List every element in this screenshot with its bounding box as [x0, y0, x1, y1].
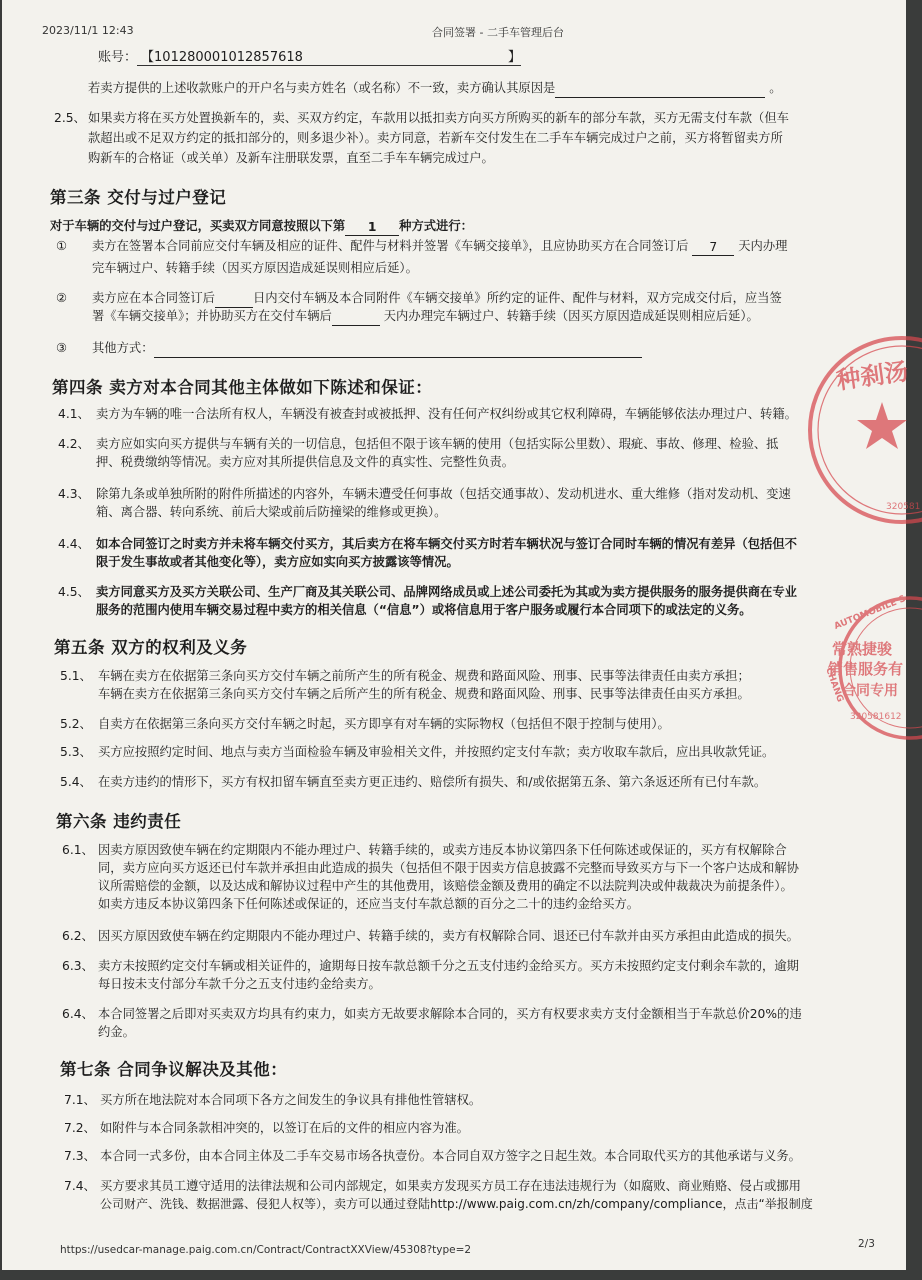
mismatch-line: 若卖方提供的上述收款账户的开户名与卖方姓名（或名称）不一致，卖方确认其原因是 。: [88, 78, 782, 98]
page-number: 2/3: [858, 1238, 875, 1250]
transfer-days: 7: [692, 239, 734, 256]
account-line: [98, 46, 521, 66]
account-number: 101280001012857618: [154, 50, 303, 65]
article4-heading: 第四条 卖方对本合同其他主体做如下陈述和保证：: [52, 378, 433, 397]
transfer-days-blank: [332, 325, 380, 326]
article6-heading: 第六条 违约责任: [56, 812, 182, 831]
method-number: 1: [345, 219, 399, 236]
contract-seal: AUTOMOBILE S CHANG 常熟捷骏 销售服务有 合同专用 320581612: [820, 596, 910, 746]
mismatch-reason-blank: [555, 97, 765, 98]
art3-intro: 对于车辆的交付与过户登记，买卖双方同意按照以下第 1 种方式进行：: [50, 219, 473, 234]
article7-heading: 第七条 合同争议解决及其他：: [60, 1060, 288, 1079]
page-url: https://usedcar-manage.paig.com.cn/Contract/ContractXXView/45308?type=2: [60, 1244, 472, 1256]
company-seal-top: 种刹汤 320581: [802, 330, 922, 530]
contract-page: 2023/11/1 12:43 合同签署 - 二手车管理后台 账号： 【101280001012857618 】 若卖方提供的上述收款账户的开户名与卖方姓名（或名称）不一致，卖方确认其原因是 。 2.5、 如果卖方将在买方处置换新车的，卖、买双方约定，车款用以抵扣卖方向买方所购买的新车的部分车款，买方无需支付车款（但车 款超出或不足双方约定的抵扣部分的，则多退少补）。卖方同意，若新车交付发生在二手车车辆完成过户之前，买方将暂留卖方所 购新车的合格证（或关单）及新车注册联发票，直至二手车车辆完成过户。 第三条 交付与过户登记 对于车辆的交付与过户登记，买卖双方同意按照以下第 1 种方式进行： ① 卖方在签署本合同前应交付车辆及相应的证件、配件与材料并签署《车辆交接单》，且应协助买方在合同签订后 7 天内办理 完车辆过户、转籍手续（因买方原因造成延误则相应后延）。 ② 卖方应在本合同签订后 日内交付车辆及本合同附件《车辆交接单》所约定的证件、配件与材料，双方完成交付后，应当签 署《车辆交接单》；并协助买方在交付车辆后 天内办理完车辆过户、转籍手续（因买方原因造成延误则相应后延）。 ③ 其他方式： 第四条 卖方对本合同其他主体做如下陈述和保证： 4.1、 卖方为车辆的唯一合法所有权人，车辆没有被查封或被抵押、没有任何产权纠纷或其它权利障碍，车辆能够依法办理过户、转籍。 4.2、 卖方应如实向买方提供与车辆有关的一切信息，包括但不限于该车辆的使用（包括实际公里数）、瑕疵、事故、修理、检验、抵 押、税费缴纳等情况。卖方应对其所提供信息及文件的真实性、完整性负责。 4.3、 除第九条或单独所附的附件所描述的内容外，车辆未遭受任何事故（包括交通事故）、发动机进水、重大维修（指对发动机、变速 箱、离合器、转向系统、前后大梁或前后防撞梁的维修或更换）。 4.4、 如本合同签订之时卖方并未将车辆交付买方，其后卖方在将车辆交付买方时若车辆状况与签订合同时车辆的情况有差异（包括但不 限于发生事故或者其他变化等），卖方应如实向买方披露该等情况。 4.5、 卖方同意买方及买方关联公司、生产厂商及其关联公司、品牌网络成员或上述公司委托为其或为卖方提供服务的服务提供商在专业 服务的范围内使用车辆交易过程中卖方的相关信息（“信息”）或将信息用于客户服务或履行本合同项下的或法定的义务。 第五条 双方的权利及义务 5.1、 车辆在卖方在依据第三条向买方交付车辆之前所产生的所有税金、规费和路面风险、刑事、民事等法律责任由卖方承担； 车辆在卖方在依据第三条向买方交付车辆之后所产生的所有税金、规费和路面风险、刑事、民事等法律责任由买方承担。 5.2、 自卖方在依据第三条向买方交付车辆之时起，买方即享有对车辆的实际物权（包括但不限于控制与使用）。 5.3、 买方应按照约定时间、地点与卖方当面检验车辆及审验相关文件，并按照约定支付车款；卖方收取车款后，应出具收款凭证。 5.4、 在卖方违约的情形下，买方有权扣留车辆直至卖方更正违约、赔偿所有损失、和/或依据第五条、第六条返还所有已付车款。 第六条 违约责任 6.1、 因卖方原因致使车辆在约定期限内不能办理过户、转籍手续的，或卖方违反本协议第四条下任何陈述或保证的，买方有权解除合 同，卖方应向买方返还已付车款并承担由此造成的损失（包括但不限于因卖方信息披露不完整而导致买方与下一个客户达成和解协 议所需赔偿的金额，以及达成和解协议过程中产生的其他费用，该赔偿金额及费用的确定不以法院判决或仲裁裁决为前提条件）。 如卖方违反本协议第四条下任何陈述或保证的，还应当支付车款总额的百分之二十的违约金给买方。 6.2、 因买方原因致使车辆在约定期限内不能办理过户、转籍手续的，卖方有权解除合同、退还已付车款并由买方承担由此造成的损失。 6.3、 卖方未按照约定交付车辆或相关证件的，逾期每日按车款总额千分之五支付违约金给买方。买方未按照约定支付剩余车款的，逾期 每日按未支付部分车款千分之五支付违约金给卖方。 6.4、 本合同签署之后即对买卖双方均具有约束力，如卖方无故要求解除本合同的，买方有权要求卖方支付金额相当于车款总价20%的违 约金。 第七条 合同争议解决及其他： 7.1、 买方所在地法院对本合同项下各方之间发生的争议具有排他性管辖权。 7.2、 如附件与本合同条款相冲突的，以签订在后的文件的相应内容为准。 7.3、 本合同一式多份，由本合同主体及二手车交易市场各执壹份。本合同自双方签字之日起生效。本合同取代买方的其他承诺与义务。 7.4、 买方要求其员工遵守适用的法律法规和公司内部规定，如果卖方发现买方员工存在违法违规行为（如腐败、商业贿赂、侵占或挪用 公司财产、洗钱、数据泄露、侵犯人权等），卖方可以通过登陆http://www.paig.com.cn/zh/company/compliance，点击“举报制度 https://usedcar-manage.paig.com.cn/Contract/ContractXXView/45308?type=2 2/3 种刹汤 320581 AUTOMOBILE S CHANG 常熟捷骏 销售服务有 合同专用 320581612: [2, 0, 906, 1270]
other-method-blank: [154, 357, 642, 358]
print-title: 合同签署 - 二手车管理后台: [432, 26, 564, 39]
account-number-field: 【101280001012857618 】: [137, 46, 521, 66]
print-datetime: 2023/11/1 12:43: [42, 24, 134, 37]
account-label: 账号：: [98, 50, 138, 65]
article5-heading: 第五条 双方的权利及义务: [54, 638, 248, 657]
article3-heading: 第三条 交付与过户登记: [50, 188, 227, 207]
seal-star-icon: [857, 402, 907, 449]
